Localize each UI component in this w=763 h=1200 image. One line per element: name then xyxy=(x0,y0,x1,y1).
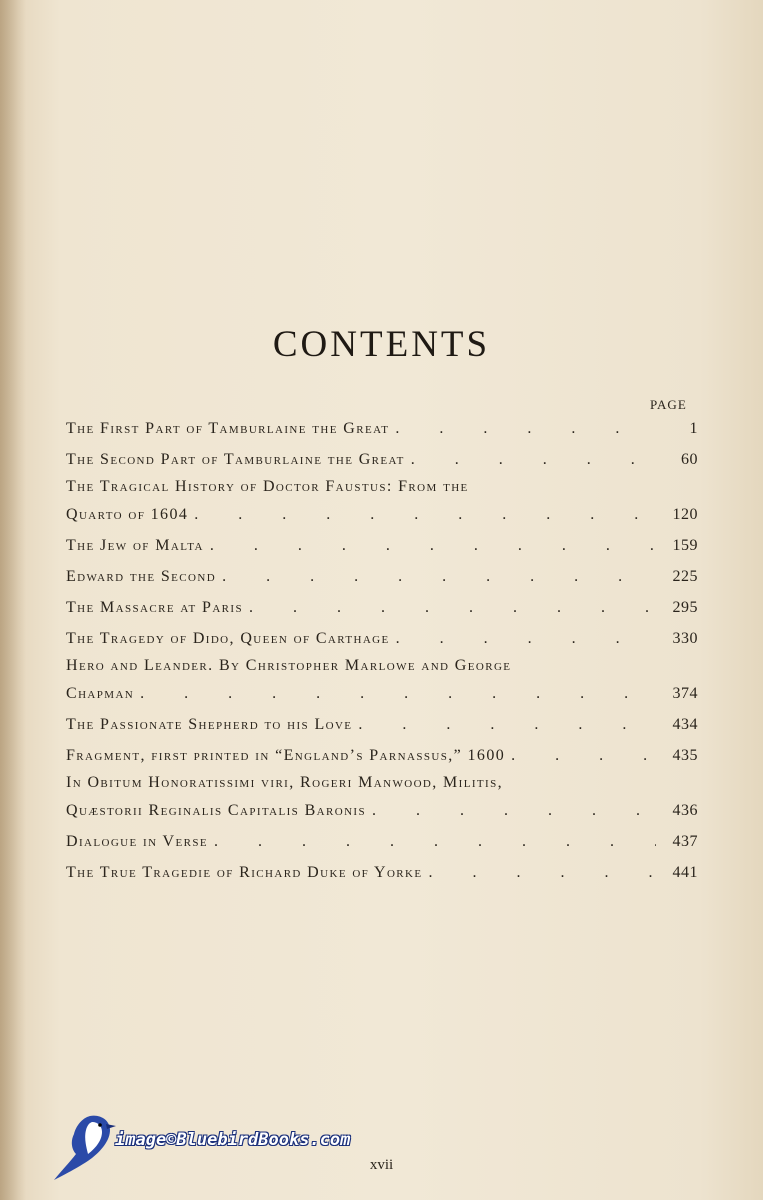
dot-leader xyxy=(372,795,656,826)
toc-entry-title: The Tragedy of Dido, Queen of Carthage xyxy=(66,630,390,647)
toc-entry-title: The First Part of Tamburlaine the Great xyxy=(66,420,390,437)
dot-leader xyxy=(411,444,656,475)
toc-entry xyxy=(66,771,698,826)
toc-entry xyxy=(66,857,698,888)
toc-entry-title: The True Tragedie of Richard Duke of Yorke xyxy=(66,864,423,881)
watermark-text: image©BluebirdBooks.com xyxy=(115,1130,351,1150)
page-column-label: PAGE xyxy=(650,397,687,412)
watermark xyxy=(40,1110,420,1180)
dot-leader xyxy=(140,678,656,709)
toc-entry xyxy=(66,561,698,592)
toc-entry-title: Fragment, first printed in “England’s Parnassus,” 1600 xyxy=(66,747,506,764)
toc-entry-page: 437 xyxy=(672,833,698,850)
toc-entry xyxy=(66,740,698,771)
page-title: CONTENTS xyxy=(272,324,491,365)
toc-entry xyxy=(66,413,698,444)
toc-entry xyxy=(66,530,698,561)
toc-entry xyxy=(66,475,698,530)
toc-entry xyxy=(66,592,698,623)
toc-entry xyxy=(66,709,698,740)
toc-entry-page: 1 xyxy=(689,420,698,437)
dot-leader xyxy=(214,826,656,857)
toc-entry-page: 159 xyxy=(672,537,698,554)
table-of-contents xyxy=(66,413,698,888)
toc-entry xyxy=(66,826,698,857)
toc-entry-title: The Jew of Malta xyxy=(66,537,204,554)
toc-entry-title: Hero and Leander. By Christopher Marlowe and George xyxy=(66,657,512,674)
toc-entry-page: 60 xyxy=(681,451,698,468)
dot-leader xyxy=(395,413,656,444)
toc-entry xyxy=(66,623,698,654)
toc-entry-title: The Tragical History of Doctor Faustus: From the xyxy=(66,478,469,495)
toc-entry-page: 225 xyxy=(672,568,698,585)
toc-entry-page: 120 xyxy=(672,506,698,523)
toc-entry-page: 434 xyxy=(672,716,698,733)
toc-entry-page: 435 xyxy=(672,747,698,764)
page-gutter-shadow xyxy=(0,0,26,1200)
toc-entry-title: Quarto of 1604 xyxy=(66,506,189,523)
toc-entry-title: Quæstorii Reginalis Capitalis Baronis xyxy=(66,802,367,819)
toc-entry-title: Chapman xyxy=(66,685,135,702)
toc-entry-page: 330 xyxy=(672,630,698,647)
dot-leader xyxy=(222,561,656,592)
toc-entry-title: In Obitum Honoratissimi viri, Rogeri Manwood, Militis, xyxy=(66,774,504,791)
toc-entry xyxy=(66,444,698,475)
dot-leader xyxy=(358,709,656,740)
toc-entry xyxy=(66,654,698,709)
dot-leader xyxy=(249,592,656,623)
toc-entry-title: The Massacre at Paris xyxy=(66,599,243,616)
dot-leader xyxy=(210,530,656,561)
toc-entry-title: Edward the Second xyxy=(66,568,217,585)
dot-leader xyxy=(511,740,656,771)
toc-entry-page: 374 xyxy=(672,685,698,702)
toc-entry-title: Dialogue in Verse xyxy=(66,833,208,850)
dot-leader xyxy=(396,623,656,654)
page-folio: xvii xyxy=(369,1157,394,1173)
bluebird-icon xyxy=(40,1110,120,1182)
toc-entry-page: 436 xyxy=(672,802,698,819)
toc-entry-page: 295 xyxy=(672,599,698,616)
dot-leader xyxy=(194,499,656,530)
toc-entry-title: The Second Part of Tamburlaine the Great xyxy=(66,451,405,468)
toc-entry-page: 441 xyxy=(672,864,698,881)
toc-entry-title: The Passionate Shepherd to his Love xyxy=(66,716,353,733)
dot-leader xyxy=(429,857,656,888)
